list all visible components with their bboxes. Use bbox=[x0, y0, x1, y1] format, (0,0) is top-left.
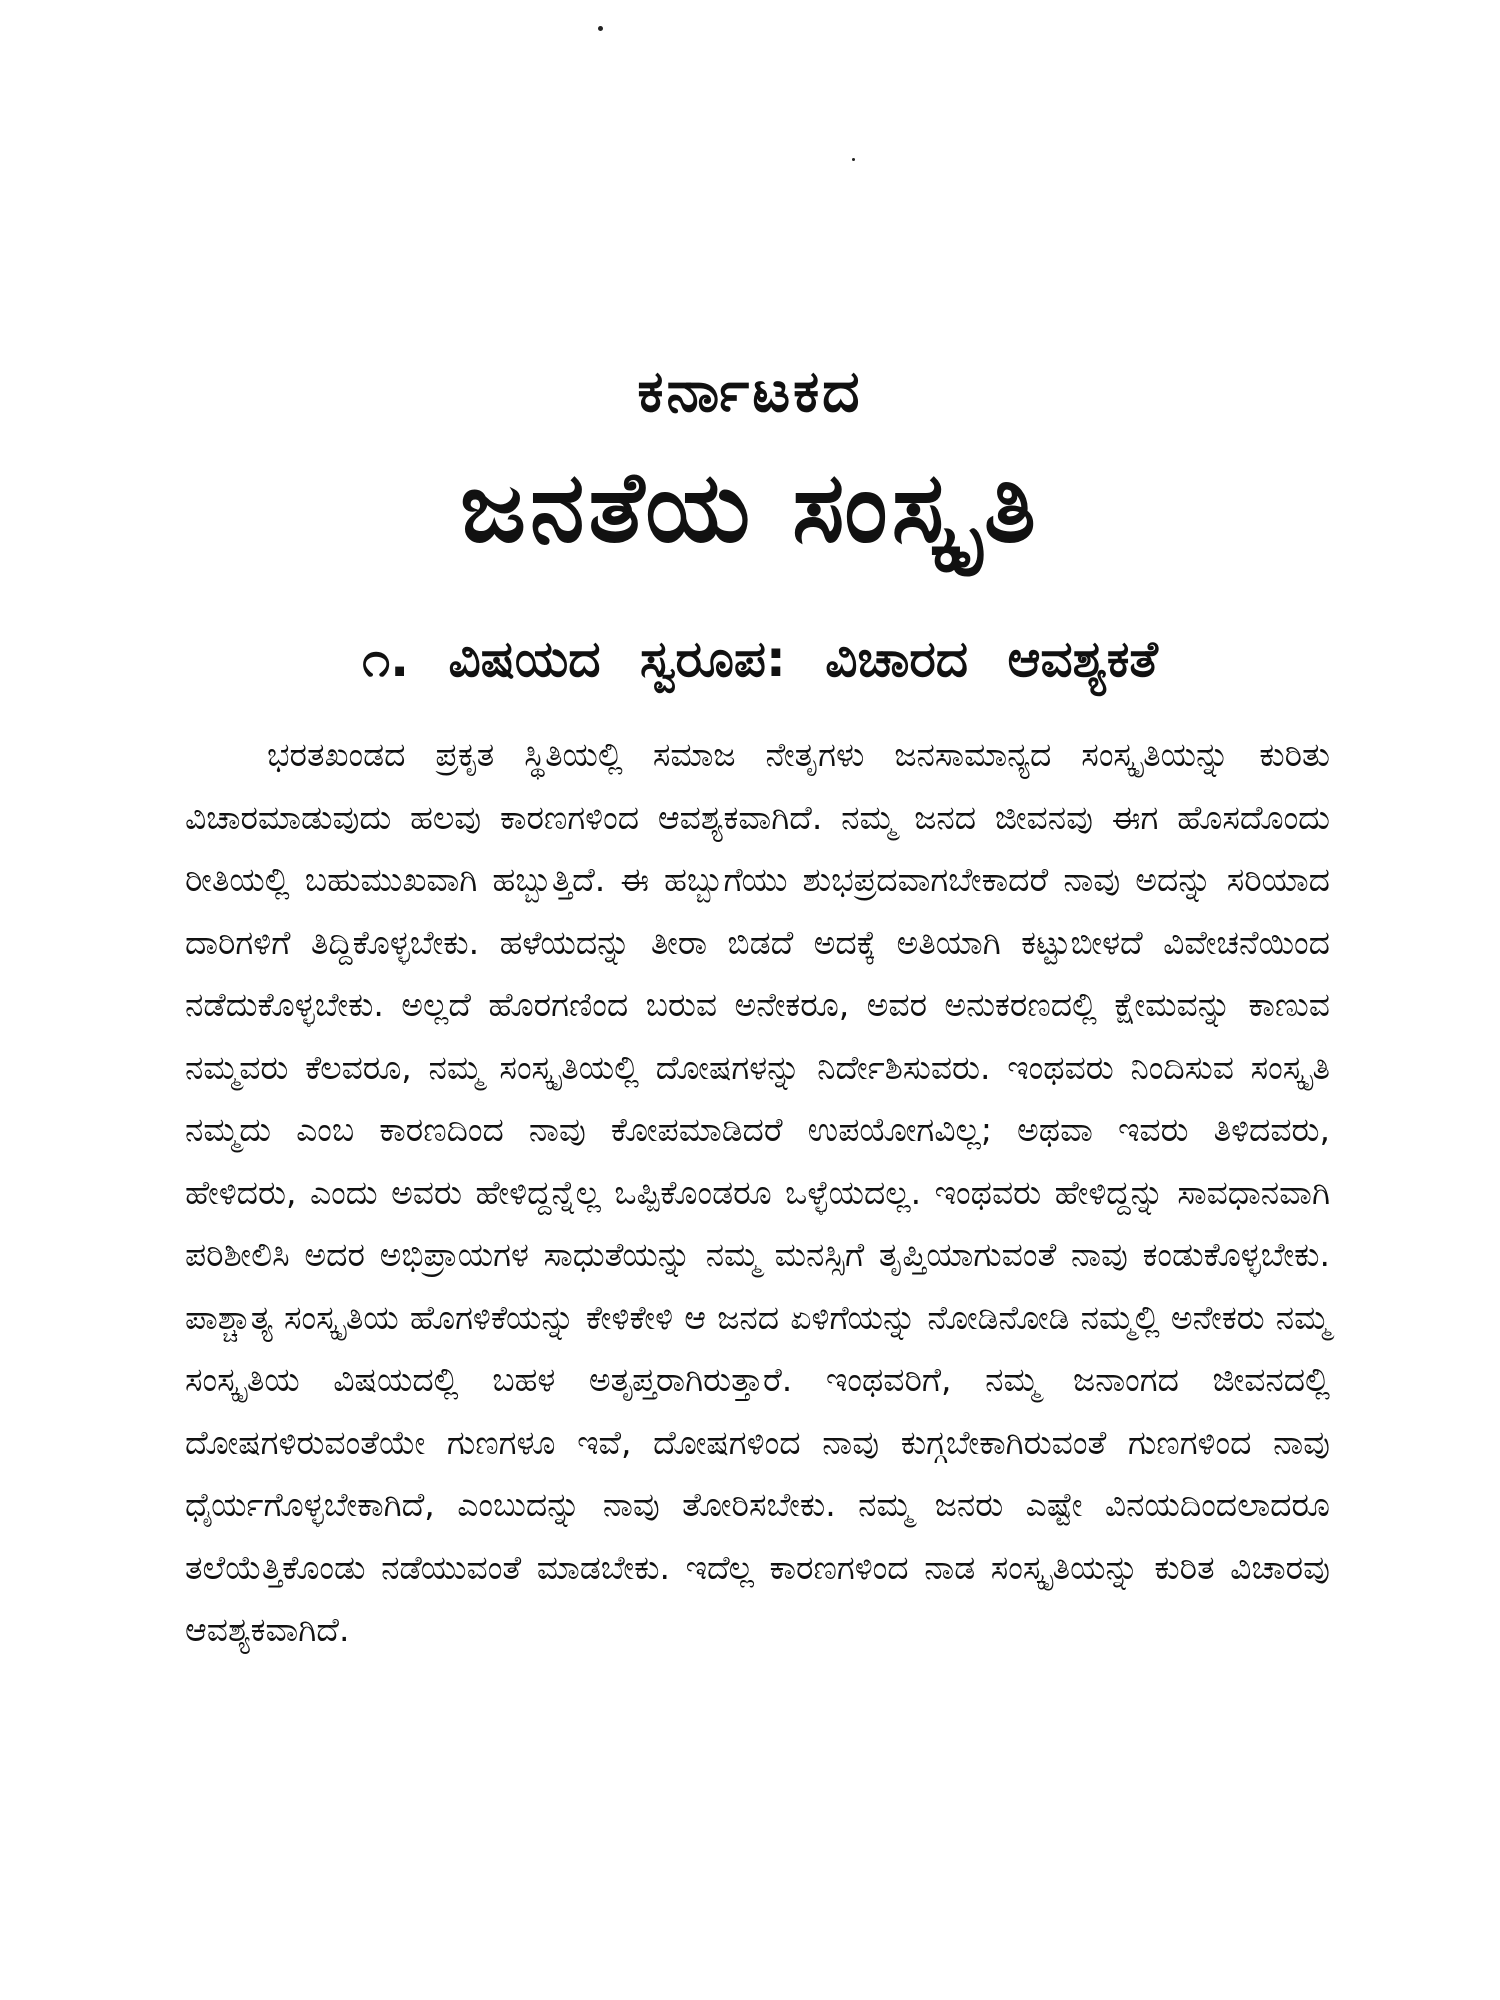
chapter-title: ವಿಷಯದ ಸ್ವರೂಪ: ವಿಚಾರದ ಆವಶ್ಯಕತೆ bbox=[448, 630, 1158, 688]
scan-speck bbox=[598, 26, 603, 31]
chapter-number: ೧. bbox=[362, 630, 410, 688]
book-title: ಜನತೆಯ ಸಂಸ್ಕೃತಿ bbox=[460, 451, 1040, 565]
body-paragraph: ಭರತಖಂಡದ ಪ್ರಕೃತ ಸ್ಥಿತಿಯಲ್ಲಿ ಸಮಾಜ ನೇತೃಗಳು ಜನಸಾಮಾನ್ಯದ ಸಂಸ್ಕೃತಿಯನ್ನು ಕುರಿತು ವಿಚಾರಮಾಡುವುದು ಹಲವು ಕಾರಣಗಳಿಂದ ಆವಶ್ಯಕವಾಗಿದೆ. ನಮ್ಮ ಜನದ ಜೀವನವು ಈಗ ಹೊಸದೊಂದು ರೀತಿಯಲ್ಲಿ ಬಹುಮುಖವಾಗಿ ಹಬ್ಬುತ್ತಿದೆ. ಈ ಹಬ್ಬುಗೆಯು ಶುಭಪ್ರದವಾಗಬೇಕಾದರೆ ನಾವು ಅದನ್ನು ಸರಿಯಾದ ದಾರಿಗಳಿಗೆ ತಿದ್ದಿಕೊಳ್ಳಬೇಕು. ಹಳೆಯದನ್ನು ತೀರಾ ಬಿಡದೆ ಅದಕ್ಕೆ ಅತಿಯಾಗಿ ಕಟ್ಟುಬೀಳದೆ ವಿವೇಚನೆಯಿಂದ ನಡೆದುಕೊಳ್ಳಬೇಕು. ಅಲ್ಲದೆ ಹೊರಗಣಿಂದ ಬರುವ ಅನೇಕರೂ, ಅವರ ಅನುಕರಣದಲ್ಲಿ ಕ್ಷೇಮವನ್ನು ಕಾಣುವ ನಮ್ಮವರು ಕೆಲವರೂ, ನಮ್ಮ ಸಂಸ್ಕೃತಿಯಲ್ಲಿ ದೋಷಗಳನ್ನು ನಿರ್ದೇಶಿಸುವರು. ಇಂಥವರು ನಿಂದಿಸುವ ಸಂಸ್ಕೃತಿ ನಮ್ಮದು ಎಂಬ ಕಾರಣದಿಂದ ನಾವು ಕೋಪಮಾಡಿದರೆ ಉಪಯೋಗವಿಲ್ಲ; ಅಥವಾ ಇವರು ತಿಳಿದವರು, ಹೇಳಿದರು, ಎಂದು ಅವರು ಹೇಳಿದ್ದನ್ನೆಲ್ಲ ಒಪ್ಪಿಕೊಂಡರೂ ಒಳ್ಳೆಯದಲ್ಲ. ಇಂಥವರು ಹೇಳಿದ್ದನ್ನು ಸಾವಧಾನವಾಗಿ ಪರಿಶೀಲಿಸಿ ಅದರ ಅಭಿಪ್ರಾಯಗಳ ಸಾಧುತೆಯನ್ನು ನಮ್ಮ ಮನಸ್ಸಿಗೆ ತೃಪ್ತಿಯಾಗುವಂತೆ ನಾವು ಕಂಡುಕೊಳ್ಳಬೇಕು. ಪಾಶ್ಚಾತ್ಯ ಸಂಸ್ಕೃತಿಯ ಹೊಗಳಿಕೆಯನ್ನು ಕೇಳಿಕೇಳಿ ಆ ಜನದ ಏಳಿಗೆಯನ್ನು ನೋಡಿನೋಡಿ ನಮ್ಮಲ್ಲಿ ಅನೇಕರು ನಮ್ಮ ಸಂಸ್ಕೃತಿಯ ವಿಷಯದಲ್ಲಿ ಬಹಳ ಅತೃಪ್ತರಾಗಿರುತ್ತಾರೆ. ಇಂಥವರಿಗೆ, ನಮ್ಮ ಜನಾಂಗದ ಜೀವನದಲ್ಲಿ ದೋಷಗಳಿರುವಂತೆಯೇ ಗುಣಗಳೂ ಇವೆ, ದೋಷಗಳಿಂದ ನಾವು ಕುಗ್ಗಬೇಕಾಗಿರುವಂತೆ ಗುಣಗಳಿಂದ ನಾವು ಧೈರ್ಯಗೊಳ್ಳಬೇಕಾಗಿದೆ, ಎಂಬುದನ್ನು ನಾವು ತೋರಿಸಬೇಕು. ನಮ್ಮ ಜನರು ಎಷ್ಟೇ ವಿನಯದಿಂದಲಾದರೂ ತಲೆಯೆತ್ತಿಕೊಂಡು ನಡೆಯುವಂತೆ ಮಾಡಬೇಕು. ಇದೆಲ್ಲ ಕಾರಣಗಳಿಂದ ನಾಡ ಸಂಸ್ಕೃತಿಯನ್ನು ಕುರಿತ ವಿಚಾರವು ಆವಶ್ಯಕವಾಗಿದೆ. bbox=[185, 735, 1330, 1649]
scan-speck bbox=[852, 158, 855, 161]
book-subtitle: ಕರ್ನಾಟಕದ bbox=[637, 357, 863, 425]
chapter-heading bbox=[0, 624, 1500, 694]
